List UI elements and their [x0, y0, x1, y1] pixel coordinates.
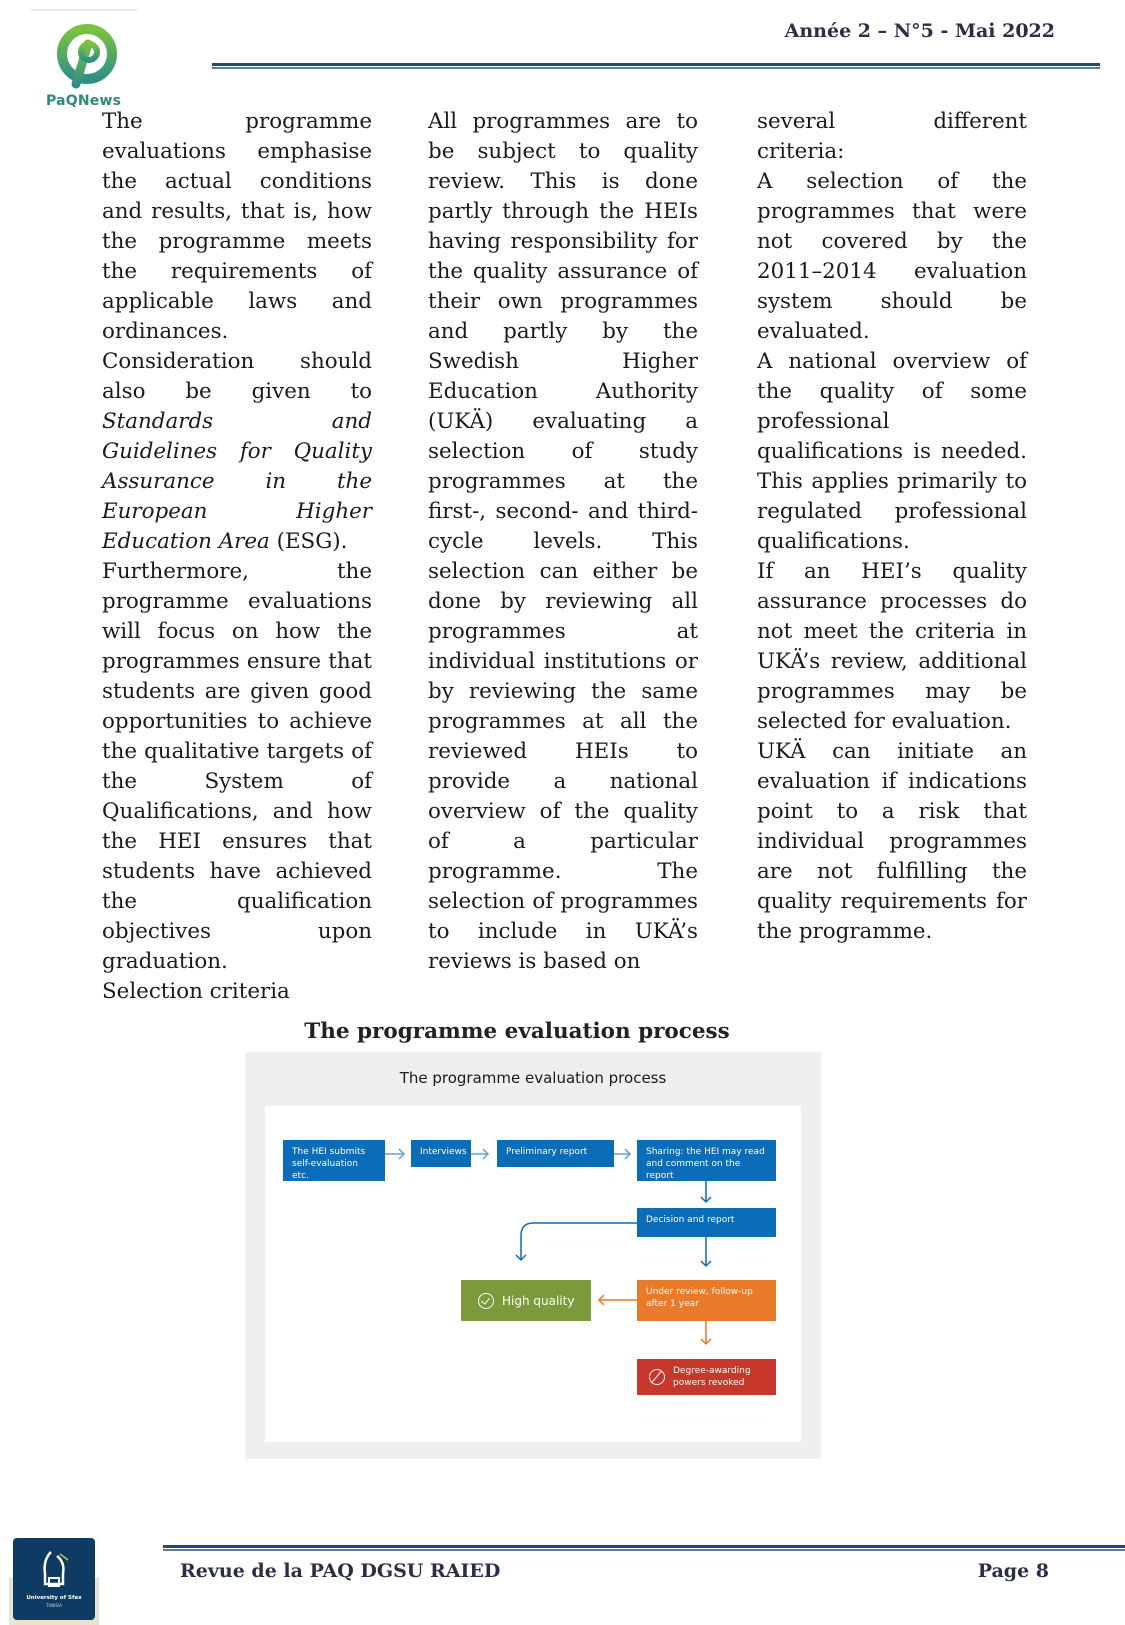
- header-hairline: [30, 9, 138, 11]
- step-decision: Decision and report: [637, 1208, 776, 1237]
- process-diagram: [245, 1052, 821, 1459]
- footer-rule: [163, 1545, 1125, 1551]
- publication-name: Revue de la PAQ DGSU RAIED: [180, 1560, 501, 1582]
- step-sharing: Sharing: the HEI may read and comment on the report: [637, 1140, 776, 1181]
- text-column-2: [428, 107, 698, 977]
- paragraph: UKÄ can initiate an evaluation if indications point to a risk that individual programmes are not fulfilling the quality requirements for the programme.: [757, 739, 1027, 944]
- text-column-1: [102, 107, 372, 1007]
- diagram-canvas: [265, 1106, 801, 1442]
- paragraph: The programme evaluations emphasise the actual conditions and results, that is, how the programme meets the requirements of applicable laws and ordinances.: [102, 109, 372, 344]
- arrow-submit-to-interviews: [385, 1149, 404, 1159]
- page-number: Page 8: [977, 1560, 1049, 1582]
- paragraph: Furthermore, the programme evaluations will focus on how the programmes ensure that students are given good opportunities to achieve the qualitative targets of the System of Qualifications, and how the HEI ensures that students have achieved the qualification objectives upon graduation.: [102, 559, 372, 974]
- brand-name: PaQNews: [46, 93, 122, 109]
- section-heading: Selection criteria: [102, 979, 290, 1004]
- outcome-label: High quality: [502, 1293, 575, 1308]
- prohibited-icon: [649, 1369, 665, 1385]
- outcome-under-review: Under review, follow-up after 1 year: [637, 1280, 776, 1321]
- arrow-interviews-to-preliminary: [471, 1149, 488, 1159]
- step-interviews: Interviews: [411, 1140, 471, 1167]
- step-submit: The HEI submits self-evaluation etc.: [283, 1140, 385, 1181]
- university-country: TUNISIA: [46, 1603, 62, 1608]
- check-circle-icon: [478, 1293, 494, 1309]
- paragraph: If an HEI’s quality assurance processes do not meet the criteria in UKÄ’s review, additional programmes may be selected for evaluation.: [757, 559, 1027, 734]
- arrow-review-to-revoked: [701, 1320, 711, 1344]
- university-logo: [13, 1538, 95, 1620]
- outcome-revoked: [637, 1359, 776, 1395]
- text-column-3: [757, 107, 1027, 947]
- paragraph: [102, 347, 372, 557]
- paragraph: A selection of the programmes that were not covered by the 2011–2014 evaluation system should be evaluated.: [757, 169, 1027, 344]
- paragraph: All programmes are to be subject to quality review. This is done partly through the HEIs having responsibility for the quality assurance of their own programmes and partly by the Swedish Higher Education Authority (UKÄ) evaluating a selection of study programmes at the first-, second- and third-cycle levels. This selection can either be done by reviewing all programmes at individual institutions or by reviewing the same programmes at all the reviewed HEIs to provide a national overview of the quality of a particular programme. The selection of programmes to include in UKÄ’s reviews is based on: [428, 109, 698, 974]
- outcome-high-quality: [461, 1280, 591, 1321]
- paragraph-text: Consideration should also be given to: [102, 349, 372, 404]
- step-preliminary-report: Preliminary report: [497, 1140, 614, 1167]
- header-rule: [212, 63, 1100, 69]
- university-emblem-icon: [13, 1538, 95, 1594]
- figure-caption: The programme evaluation process: [304, 1019, 730, 1044]
- outcome-label: Degree-awarding powers revoked: [673, 1366, 751, 1388]
- paragraph-text: (ESG).: [269, 529, 348, 554]
- diagram-title: The programme evaluation process: [399, 1069, 667, 1087]
- arrow-decision-to-review: [701, 1236, 711, 1266]
- esg-title: Standards and Guidelines for Quality Assurance in the European Higher Education Area: [102, 409, 372, 554]
- university-name: University of Sfax: [26, 1595, 82, 1601]
- arrow-sharing-to-decision: [701, 1181, 711, 1202]
- paragraph: A national overview of the quality of some professional qualifications is needed. This applies primarily to regulated professional qualifications.: [757, 349, 1027, 554]
- issue-label: Année 2 – N°5 - Mai 2022: [784, 20, 1055, 42]
- arrow-preliminary-to-sharing: [614, 1149, 630, 1159]
- paragraph: several different criteria:: [757, 109, 1027, 164]
- arrow-decision-to-high-quality: [516, 1223, 637, 1260]
- arrow-review-to-high-quality: [599, 1295, 637, 1305]
